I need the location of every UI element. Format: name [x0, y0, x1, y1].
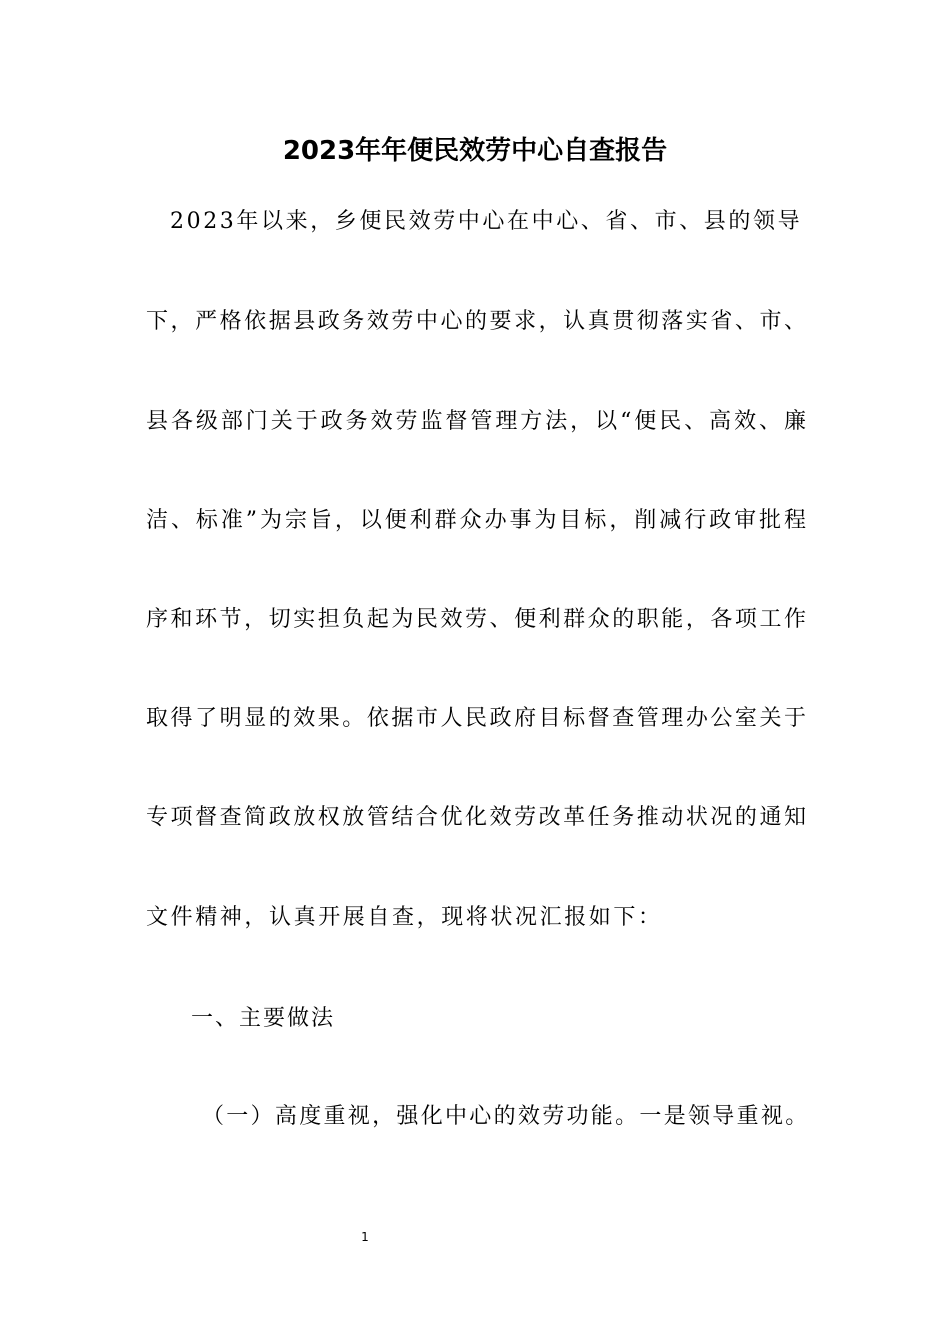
subsection-heading: （一）高度重视，强化中心的效劳功能。一是领导重视。 — [202, 1104, 810, 1129]
paragraph-line-8: 文件精神，认真开展自查，现将状况汇报如下： — [146, 905, 663, 930]
paragraph-line-5: 序和环节，切实担负起为民效劳、便利群众的职能，各项工作 — [146, 607, 806, 632]
paragraph-line-1: 2023年以来，乡便民效劳中心在中心、省、市、县的领导 — [170, 209, 803, 234]
paragraph-line-3: 县各级部门关于政务效劳监督管理方法，以“便民、高效、廉 — [146, 409, 806, 434]
paragraph-line-6: 取得了明显的效果。依据市人民政府目标督查管理办公室关于 — [146, 706, 806, 731]
paragraph-line-7: 专项督查简政放权放管结合优化效劳改革任务推动状况的通知 — [146, 805, 806, 830]
paragraph-line-4: 洁、标准”为宗旨，以便利群众办事为目标，削减行政审批程 — [146, 508, 806, 533]
page-number: 1 — [361, 1230, 369, 1244]
section-heading: 一、主要做法 — [191, 1006, 336, 1031]
document-title: 2023年年便民效劳中心自查报告 — [282, 136, 668, 166]
paragraph-line-2: 下，严格依据县政务效劳中心的要求，认真贯彻落实省、市、 — [146, 309, 806, 334]
